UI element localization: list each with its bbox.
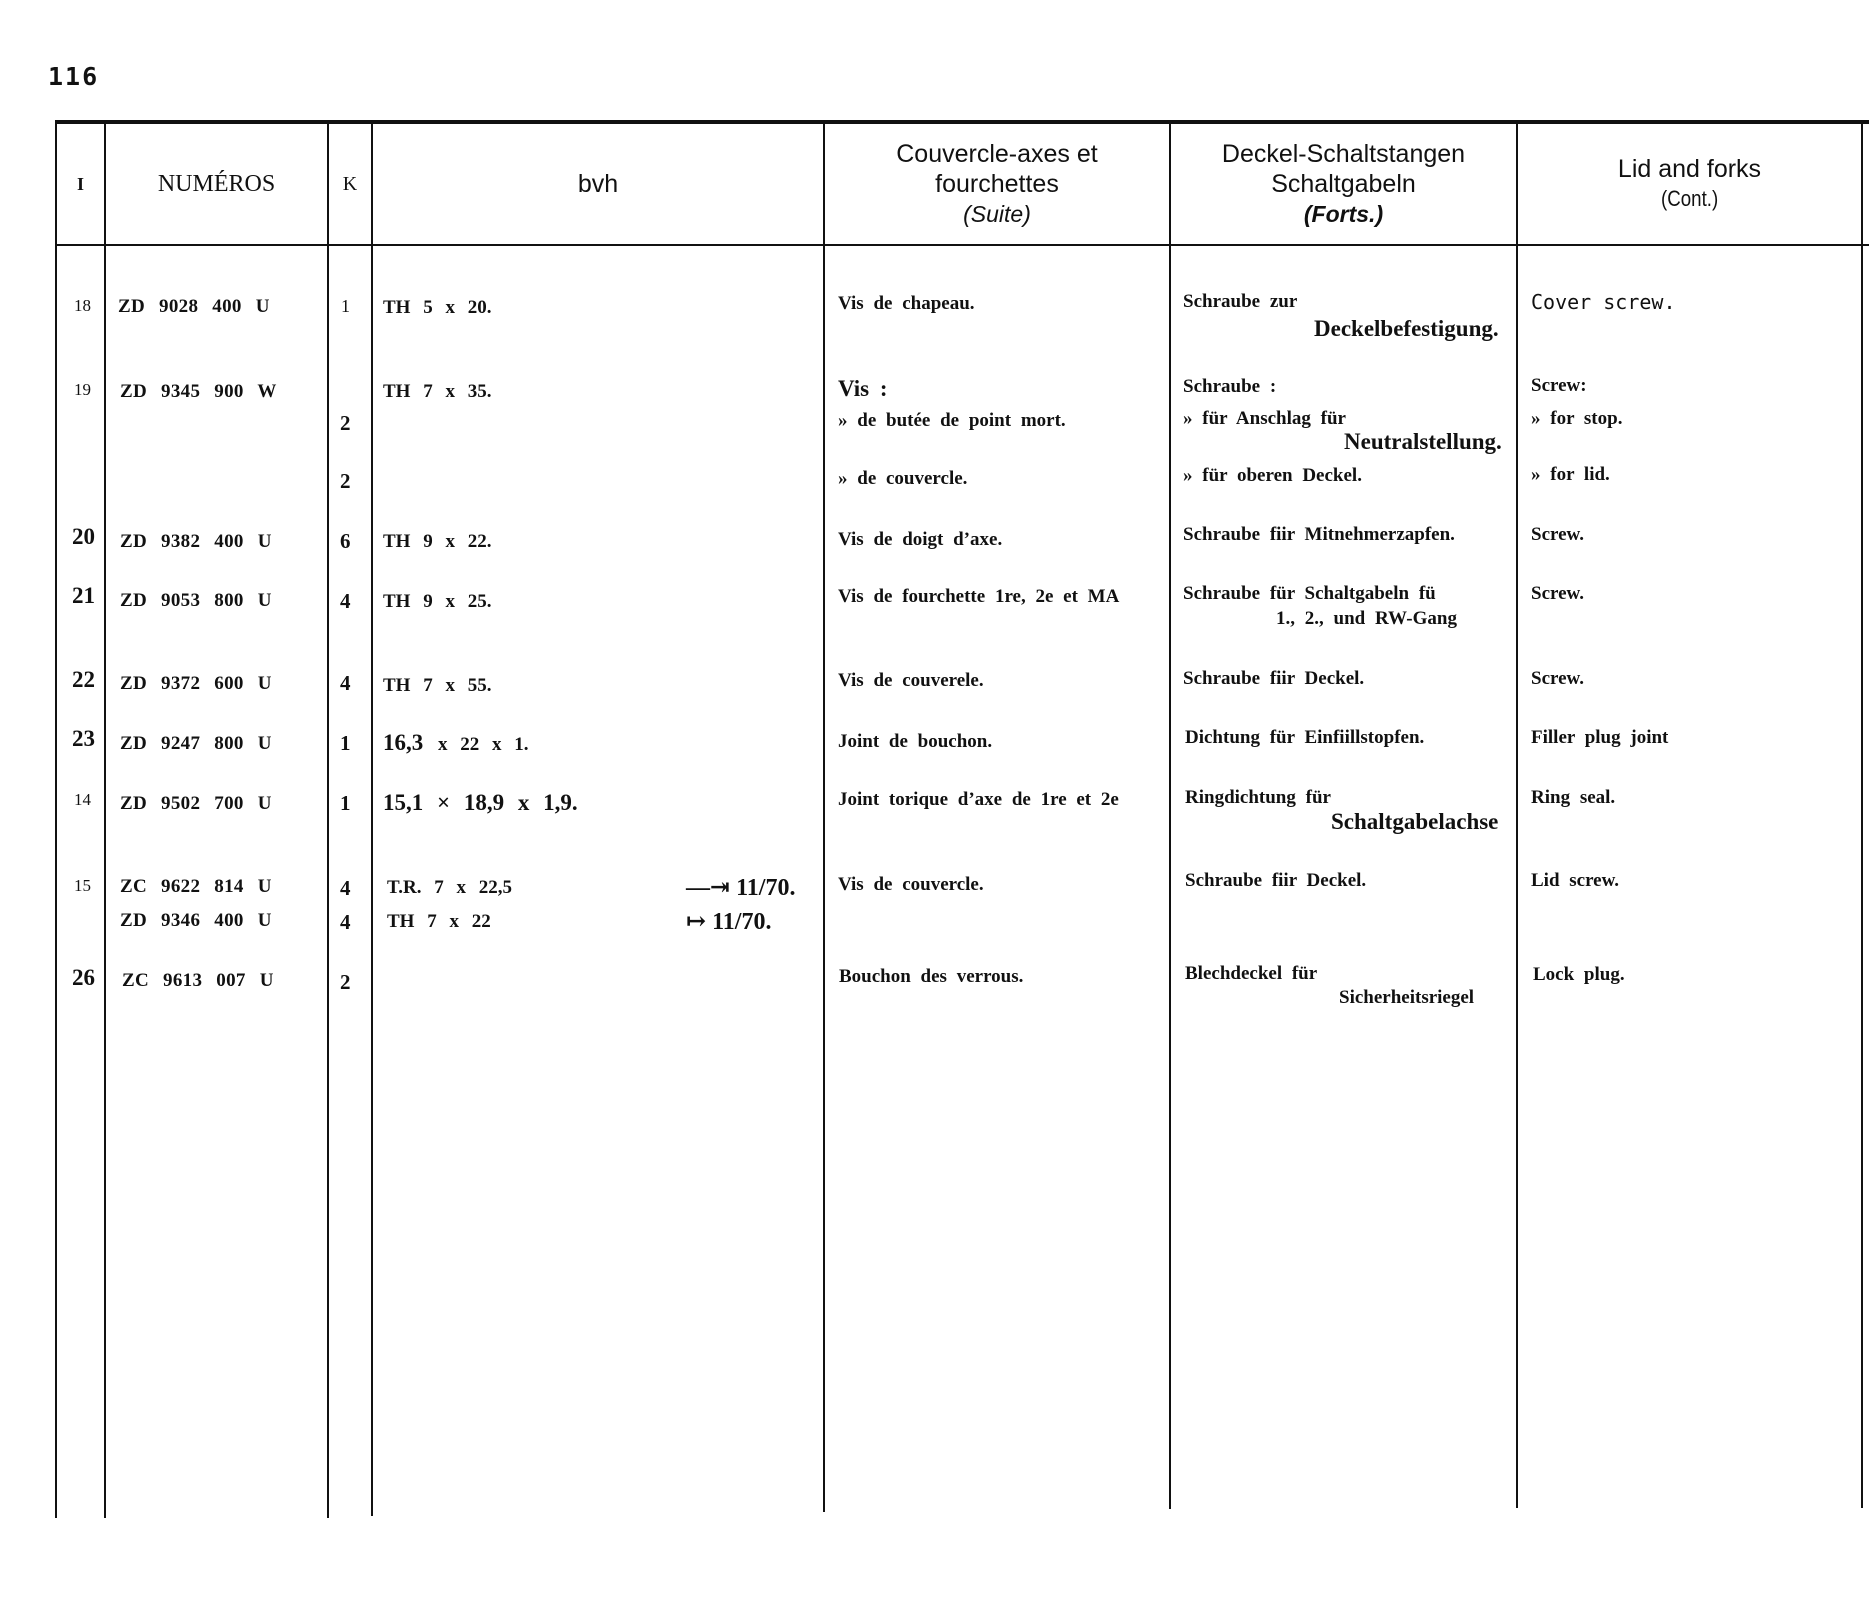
quantity: 1 <box>340 791 351 815</box>
header-french-line1: Couvercle-axes et <box>896 140 1098 168</box>
row-index: 15 <box>74 876 91 895</box>
quantity: 4 <box>340 910 351 934</box>
german-description-line2: 1., 2., und RW-Gang <box>1276 608 1457 629</box>
header-bvh <box>373 124 823 244</box>
part-number: ZD 9502 700 U <box>120 793 272 814</box>
from-date-marker: ↦ 11/70. <box>686 909 772 935</box>
until-date-marker: —⇥ 11/70. <box>686 875 796 901</box>
row-index: 23 <box>72 726 95 751</box>
page-number: 116 <box>48 62 100 91</box>
german-description: Schraube fiir Mitnehmerzapfen. <box>1183 524 1455 545</box>
header-german-line3: (Forts.) <box>1303 201 1384 227</box>
english-description: Screw: <box>1531 375 1587 396</box>
column-divider <box>1169 122 1171 1509</box>
part-number: ZD 9345 900 W <box>120 381 277 402</box>
french-description: Joint de bouchon. <box>838 731 993 752</box>
english-description: Filler plug joint <box>1531 727 1669 748</box>
bvh-spec: TH 9 x 25. <box>383 591 492 612</box>
header-k <box>329 124 371 244</box>
header-german-line2: Schaltgabeln <box>1271 170 1416 198</box>
english-description: Lid screw. <box>1531 870 1620 891</box>
german-description: Schraube fiir Deckel. <box>1185 870 1367 891</box>
bvh-spec: TH 5 x 20. <box>383 297 492 318</box>
row-index: 14 <box>74 790 91 809</box>
english-description-sub: » for stop. <box>1531 408 1623 429</box>
english-description: Screw. <box>1531 583 1584 604</box>
header-english-line2: (Cont.) <box>1660 186 1719 211</box>
german-description-sub-line1: » für Anschlag für <box>1183 408 1346 429</box>
french-description: Bouchon des verrous. <box>839 966 1024 987</box>
bvh-spec: TH 7 x 55. <box>383 675 492 696</box>
french-description: Vis de couverele. <box>838 670 984 691</box>
row-index: 21 <box>72 583 95 608</box>
column-divider <box>1516 122 1518 1508</box>
bvh-spec-part1: 16,3 <box>383 730 424 755</box>
column-divider <box>1861 122 1863 1508</box>
french-description: Vis de chapeau. <box>838 293 975 314</box>
part-number: ZD 9346 400 U <box>120 910 272 931</box>
row-index: 20 <box>72 524 95 549</box>
row-index: 18 <box>74 296 91 315</box>
header-english-line1: Lid and forks <box>1617 155 1762 183</box>
part-number: ZD 9028 400 U <box>118 296 270 317</box>
header-french-line3: (Suite) <box>963 201 1031 227</box>
german-description-line2: Deckelbefestigung. <box>1314 316 1499 341</box>
quantity: 1 <box>340 731 351 755</box>
german-description-sub-line2: Neutralstellung. <box>1344 429 1502 454</box>
english-description-sub: » for lid. <box>1531 464 1610 485</box>
english-description: Screw. <box>1531 524 1584 545</box>
bvh-spec-part2: x 22 x 1. <box>438 734 529 755</box>
column-divider <box>371 122 373 1516</box>
french-description: Vis de doigt d’axe. <box>838 529 1003 550</box>
column-divider <box>55 122 57 1518</box>
column-divider <box>104 122 106 1518</box>
header-french <box>825 124 1169 244</box>
header-numeros <box>106 124 327 244</box>
bvh-spec: TH 7 x 22 <box>387 911 491 932</box>
part-number: ZC 9613 007 U <box>122 970 274 991</box>
part-number: ZD 9053 800 U <box>120 590 272 611</box>
quantity: 2 <box>340 469 351 493</box>
header-german <box>1171 124 1516 244</box>
english-description: Cover screw. <box>1531 290 1676 314</box>
bvh-spec: TH 7 x 35. <box>383 381 492 402</box>
english-description: Lock plug. <box>1533 964 1625 985</box>
header-english <box>1518 124 1861 244</box>
row-index: 19 <box>74 380 91 399</box>
german-description-sub: » für oberen Deckel. <box>1183 465 1362 486</box>
header-french-line2: fourchettes <box>935 170 1059 198</box>
german-description: Schraube : <box>1183 376 1277 397</box>
quantity: 1 <box>341 296 350 316</box>
quantity: 4 <box>340 876 351 900</box>
french-description: Joint torique d’axe de 1re et 2e <box>838 789 1119 810</box>
german-description-line1: Schraube zur <box>1183 291 1298 312</box>
german-description-line1: Schraube für Schaltgabeln fü <box>1183 583 1436 604</box>
english-description: Ring seal. <box>1531 787 1616 808</box>
row-index: 22 <box>72 667 95 692</box>
quantity: 4 <box>340 671 351 695</box>
french-description: Vis : <box>838 376 888 401</box>
german-description: Schraube fiir Deckel. <box>1183 668 1365 689</box>
bvh-spec: T.R. 7 x 22,5 <box>387 877 512 898</box>
german-description-line1: Blechdeckel für <box>1185 963 1318 984</box>
bvh-spec: TH 9 x 22. <box>383 531 492 552</box>
header-index-label: I <box>76 173 84 194</box>
bvh-spec: 15,1 × 18,9 x 1,9. <box>383 790 578 815</box>
row-index: 26 <box>72 965 95 990</box>
french-description-sub: » de butée de point mort. <box>838 410 1066 431</box>
header-numeros-label: NUMÉROS <box>157 170 276 197</box>
quantity: 2 <box>340 411 351 435</box>
part-number: ZD 9372 600 U <box>120 673 272 694</box>
part-number: ZD 9247 800 U <box>120 733 272 754</box>
quantity: 6 <box>340 529 351 553</box>
header-bvh-label: bvh <box>577 170 619 198</box>
german-description-line2: Schaltgabelachse <box>1331 809 1499 834</box>
french-description: Vis de fourchette 1re, 2e et MA <box>838 586 1120 607</box>
header-k-label: K <box>342 172 358 195</box>
german-description-line2: Sicherheitsriegel <box>1339 987 1475 1008</box>
french-description-sub: » de couvercle. <box>838 468 968 489</box>
part-number: ZC 9622 814 U <box>120 876 272 897</box>
part-number: ZD 9382 400 U <box>120 531 272 552</box>
english-description: Screw. <box>1531 668 1584 689</box>
german-description-line1: Ringdichtung für <box>1185 787 1331 808</box>
german-description: Dichtung für Einfiillstopfen. <box>1185 727 1425 748</box>
header-index <box>57 124 104 244</box>
column-divider <box>823 122 825 1512</box>
header-german-line1: Deckel-Schaltstangen <box>1221 140 1466 168</box>
quantity: 4 <box>340 589 351 613</box>
column-divider <box>327 122 329 1518</box>
quantity: 2 <box>340 970 351 994</box>
french-description: Vis de couvercle. <box>838 874 984 895</box>
